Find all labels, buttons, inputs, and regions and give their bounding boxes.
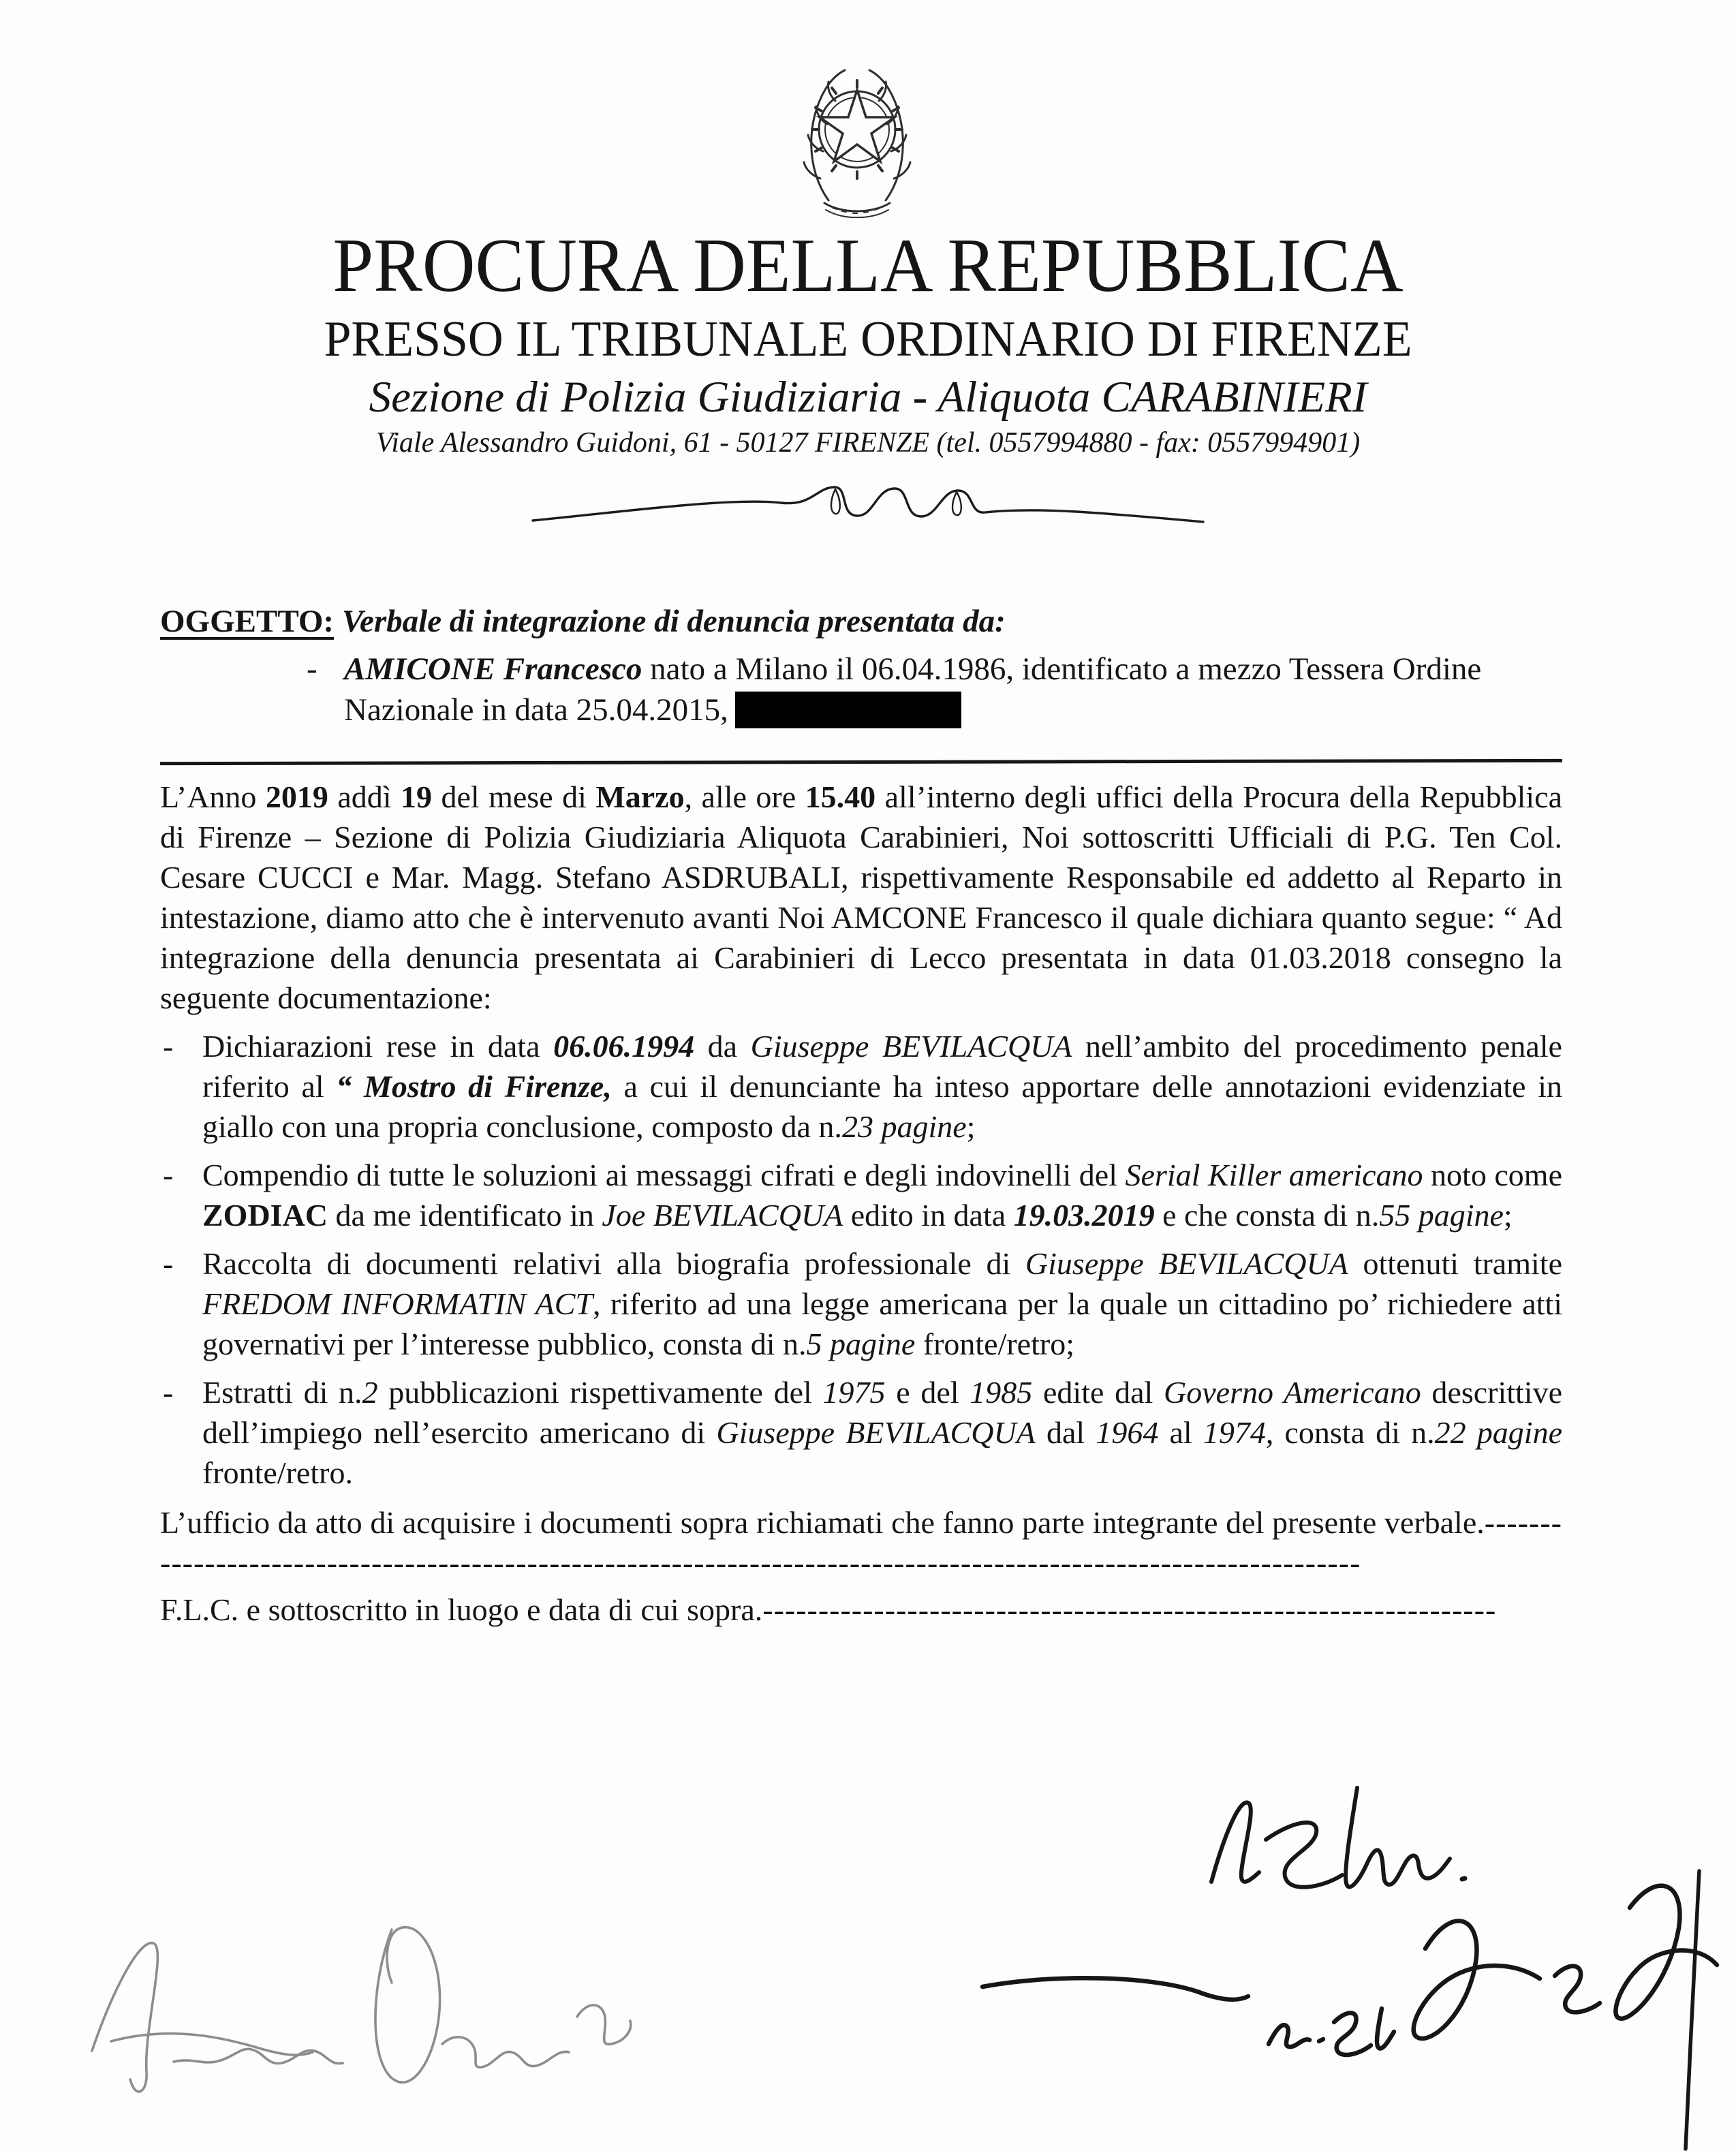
text-run: 23 pagine bbox=[841, 1109, 967, 1144]
list-item-text bbox=[202, 1158, 1562, 1233]
text-run: nell’ambito del procedimento penale riferito al bbox=[202, 1029, 1562, 1104]
text-run: Dichiarazioni rese in data bbox=[202, 1029, 554, 1064]
italian-republic-emblem-icon bbox=[785, 42, 929, 218]
text-run: Raccolta di documenti relativi alla biografia professionale di bbox=[202, 1246, 1025, 1281]
text-run: edite dal bbox=[1032, 1375, 1164, 1410]
text-run: ottenuti tramite bbox=[1348, 1246, 1562, 1281]
list-dash: - bbox=[163, 1029, 174, 1064]
text-run: FREDOM INFORMATIN ACT bbox=[202, 1286, 593, 1321]
text-run: 1974 bbox=[1203, 1415, 1266, 1450]
text-run: fronte/retro. bbox=[202, 1455, 353, 1490]
text-run: 19.03.2019 bbox=[1013, 1198, 1155, 1233]
text-run: 19 bbox=[401, 779, 432, 814]
text-run: Compendio di tutte le soluzioni ai messaggi cifrati e degli indovinelli del bbox=[202, 1158, 1126, 1192]
text-run: dal bbox=[1035, 1415, 1096, 1450]
text-run: Marzo bbox=[595, 779, 685, 814]
text-run: Estratti di n. bbox=[202, 1375, 362, 1410]
closing-line-1 bbox=[160, 1502, 1562, 1583]
closing-text: F.L.C. e sottoscritto in luogo e data di cui sopra. bbox=[160, 1592, 763, 1627]
text-run: descrittive dell’impiego nell’esercito americano di bbox=[202, 1375, 1563, 1450]
dash-fill: ------------------------------------------------------------------------------------------------------------------- bbox=[160, 1505, 1562, 1580]
text-run: e che consta di n. bbox=[1154, 1198, 1380, 1233]
text-run: Governo Americano bbox=[1164, 1375, 1421, 1410]
list-dash: - bbox=[307, 651, 317, 687]
text-run: a cui il denunciante ha inteso apportare delle annotazioni evidenziate in giallo con una propria conclusione, composto da n. bbox=[202, 1069, 1562, 1144]
text-run: L’Anno bbox=[160, 779, 266, 814]
text-run: Giuseppe BEVILACQUA bbox=[1025, 1246, 1348, 1281]
list-item-text bbox=[202, 1246, 1562, 1361]
text-run: edito in data bbox=[843, 1198, 1014, 1233]
text-run: 06.06.1994 bbox=[553, 1029, 695, 1064]
oggetto-item-text bbox=[344, 651, 1481, 728]
oggetto-line bbox=[160, 601, 1565, 642]
page-title: PROCURA DELLA REPUBBLICA bbox=[332, 223, 1404, 308]
text-run: 1975 bbox=[822, 1375, 886, 1410]
text-run: AMICONE Francesco bbox=[344, 651, 642, 687]
oggetto-intro: Verbale di integrazione di denuncia presentata da: bbox=[334, 604, 1006, 639]
body-paragraph bbox=[160, 777, 1562, 1018]
text-run: 22 pagine bbox=[1434, 1415, 1563, 1450]
oggetto-item bbox=[160, 649, 1565, 730]
text-run: “ Mostro di Firenze, bbox=[336, 1069, 612, 1104]
oggetto-block bbox=[160, 601, 1565, 730]
text-run: pubblicazioni rispettivamente del bbox=[377, 1375, 823, 1410]
text-run: fronte/retro; bbox=[915, 1327, 1074, 1361]
document-list bbox=[160, 1026, 1562, 1493]
closing-line-2 bbox=[160, 1590, 1562, 1630]
text-run: da bbox=[694, 1029, 751, 1064]
text-run: , alle ore bbox=[684, 779, 805, 814]
text-run: all’interno degli uffici della Procura della Repubblica di Firenze – Sezione di Polizia Giudiziaria Aliquota Carabinieri, Noi sottoscritti Ufficiali di P.G. Ten Col. Cesare CUCCI e Mar. Magg. Stefano ASDRUBALI, rispettivamente Responsabile ed addetto al Reparto in intestazione, diamo atto che è intervenuto avanti Noi AMCONE Francesco il quale dichiara quanto segue: “ Ad integrazione della denuncia presentata ai Carabinieri di Lecco presentata in data 01.03.2018 consegno la seguente documentazione: bbox=[160, 779, 1562, 1015]
text-run: al bbox=[1158, 1415, 1203, 1450]
document-body bbox=[160, 777, 1562, 1637]
dash-fill: ------------------------------------------------------------------ bbox=[762, 1592, 1497, 1627]
horizontal-rule bbox=[160, 759, 1562, 765]
text-run: da me identificato in bbox=[328, 1198, 602, 1233]
list-item-text bbox=[202, 1029, 1562, 1144]
text-run: e del bbox=[885, 1375, 970, 1410]
handwritten-signature-bottom-right-icon bbox=[974, 1865, 1731, 2153]
text-run: ZODIAC bbox=[202, 1198, 328, 1233]
text-run: noto come bbox=[1423, 1158, 1562, 1192]
text-run: ; bbox=[966, 1109, 976, 1144]
text-run: ; bbox=[1503, 1198, 1513, 1233]
text-run: Giuseppe BEVILACQUA bbox=[750, 1029, 1072, 1064]
text-run: Serial Killer americano bbox=[1125, 1158, 1423, 1192]
text-run: , consta di n. bbox=[1265, 1415, 1435, 1450]
text-run: 1985 bbox=[970, 1375, 1033, 1410]
closing-text: L’ufficio da atto di acquisire i documenti sopra richiamati che fanno parte integrante del presente verbale. bbox=[160, 1505, 1485, 1540]
text-run: Joe BEVILACQUA bbox=[602, 1198, 843, 1233]
list-dash: - bbox=[163, 1158, 174, 1192]
list-item bbox=[160, 1155, 1562, 1235]
list-item-text bbox=[202, 1375, 1562, 1490]
text-run: 15.40 bbox=[805, 779, 876, 814]
text-run: nato a Milano il 06.04.1986, identificato a mezzo Tessera Ordine Nazionale in data 25.04.2015, bbox=[344, 651, 1482, 728]
list-item bbox=[160, 1026, 1562, 1147]
page-subtitle: PRESSO IL TRIBUNALE ORDINARIO DI FIRENZE bbox=[324, 311, 1412, 367]
oggetto-label: OGGETTO: bbox=[160, 604, 335, 639]
list-dash: - bbox=[163, 1246, 174, 1281]
text-run: 55 pagine bbox=[1379, 1198, 1504, 1233]
text-run: 5 pagine bbox=[806, 1327, 916, 1361]
text-run: del mese di bbox=[432, 779, 596, 814]
list-item bbox=[160, 1243, 1562, 1364]
section-line: Sezione di Polizia Giudiziaria - Aliquota CARABINIERI bbox=[369, 373, 1367, 422]
handwritten-signature-bottom-left-icon bbox=[72, 1900, 644, 2111]
text-run: 1964 bbox=[1096, 1415, 1159, 1450]
text-run: addì bbox=[328, 779, 401, 814]
address-line: Viale Alessandro Guidoni, 61 - 50127 FIRENZE (tel. 0557994880 - fax: 0557994901) bbox=[375, 427, 1361, 459]
text-run: 2 bbox=[362, 1375, 378, 1410]
text-run: 2019 bbox=[265, 779, 328, 814]
list-item bbox=[160, 1372, 1562, 1493]
text-run: Giuseppe BEVILACQUA bbox=[716, 1415, 1036, 1450]
list-dash: - bbox=[163, 1375, 174, 1410]
calligraphic-flourish-icon bbox=[527, 477, 1209, 534]
redaction-box bbox=[735, 692, 961, 728]
text-run: , riferito ad una legge americana per la quale un cittadino po’ richiedere atti governativi per l’interesse pubblico, consta di n. bbox=[202, 1286, 1563, 1361]
